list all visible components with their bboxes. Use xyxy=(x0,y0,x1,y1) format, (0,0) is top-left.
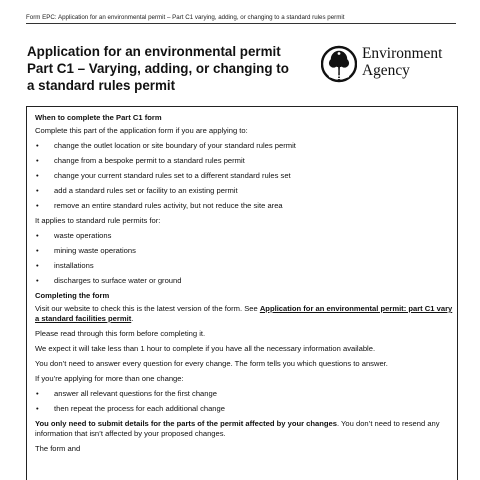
list-item xyxy=(35,171,453,181)
when-intro: Complete this part of the application form if you are applying to: xyxy=(35,126,248,135)
list-item xyxy=(35,186,453,196)
only-submit-rest: . You don’t need to resend any information that isn’t affected by your proposed changes. xyxy=(35,419,440,438)
header-rule xyxy=(26,23,456,24)
bullet-icon: • xyxy=(36,141,39,150)
list-item-text: mining waste operations xyxy=(54,246,136,255)
guidance-box xyxy=(26,106,458,480)
list-item-text: remove an entire standard rules activity, but not reduce the site area xyxy=(54,201,283,210)
read-paragraph: Please read through this form before completing it. xyxy=(35,329,206,338)
bullet-icon: • xyxy=(36,261,39,270)
list-item xyxy=(35,389,453,399)
more-list xyxy=(35,389,453,414)
bullet-icon: • xyxy=(36,389,39,398)
visit-text: Visit our website to check this is the latest version of the form. See xyxy=(35,304,260,313)
list-item xyxy=(35,231,453,241)
list-item xyxy=(35,156,453,166)
bullet-icon: • xyxy=(36,171,39,180)
list-item xyxy=(35,404,453,414)
when-list xyxy=(35,141,453,211)
bullet-icon: • xyxy=(36,246,39,255)
bullet-icon: • xyxy=(36,231,39,240)
more-than-one-paragraph: If you’re applying for more than one change: xyxy=(35,374,184,383)
bullet-icon: • xyxy=(36,201,39,210)
list-item-text: installations xyxy=(54,261,94,270)
only-submit-bold: You only need to submit details for the parts of the permit affected by your changes xyxy=(35,419,337,428)
page-title: Application for an environmental permit Part C1 – Varying, adding, or changing to a standard rules permit xyxy=(27,44,289,93)
only-submit-paragraph xyxy=(35,419,453,439)
applies-intro: It applies to standard rule permits for: xyxy=(35,216,161,225)
form-guidance-link[interactable]: Application for an environmental permit: part C1 vary a standard facilities permit xyxy=(35,304,453,323)
bullet-icon: • xyxy=(36,404,39,413)
running-header: Form EPC: Application for an environmental permit – Part C1 varying, adding, or changing to a standard rules permit xyxy=(26,14,345,21)
section-heading-completing: Completing the form xyxy=(35,291,110,300)
list-item-text: discharges to surface water or ground xyxy=(54,276,182,285)
bullet-icon: • xyxy=(36,186,39,195)
answer-paragraph: You don’t need to answer every question for every change. The form tells you which questions to answer. xyxy=(35,359,388,368)
bullet-icon: • xyxy=(36,156,39,165)
list-item-text: change from a bespoke permit to a standard rules permit xyxy=(54,156,245,165)
list-item xyxy=(35,276,453,286)
list-item-text: answer all relevant questions for the first change xyxy=(54,389,217,398)
list-item-text: change the outlet location or site boundary of your standard rules permit xyxy=(54,141,296,150)
visit-website-paragraph xyxy=(35,304,453,324)
list-item xyxy=(35,141,453,151)
list-item-text: then repeat the process for each additional change xyxy=(54,404,225,413)
list-item-text: change your current standard rules set to a different standard rules set xyxy=(54,171,291,180)
logo-wordmark xyxy=(362,45,442,79)
section-heading-when: When to complete the Part C1 form xyxy=(35,113,162,122)
list-item xyxy=(35,201,453,211)
visit-after: . xyxy=(131,314,134,323)
bullet-icon: • xyxy=(36,276,39,285)
logo-line-1: Environment xyxy=(362,45,443,62)
applies-list xyxy=(35,231,453,286)
logo-line-2: Agency xyxy=(362,62,410,79)
list-item-text: waste operations xyxy=(54,231,112,240)
list-item xyxy=(35,261,453,271)
time-paragraph: We expect it will take less than 1 hour to complete if you have all the necessary information available. xyxy=(35,344,376,353)
list-item-text: add a standard rules set or facility to an existing permit xyxy=(54,186,238,195)
environment-agency-emblem-icon xyxy=(321,44,357,84)
environment-agency-logo xyxy=(321,44,457,84)
list-item xyxy=(35,246,453,256)
cutoff-paragraph: The form and xyxy=(35,444,81,453)
